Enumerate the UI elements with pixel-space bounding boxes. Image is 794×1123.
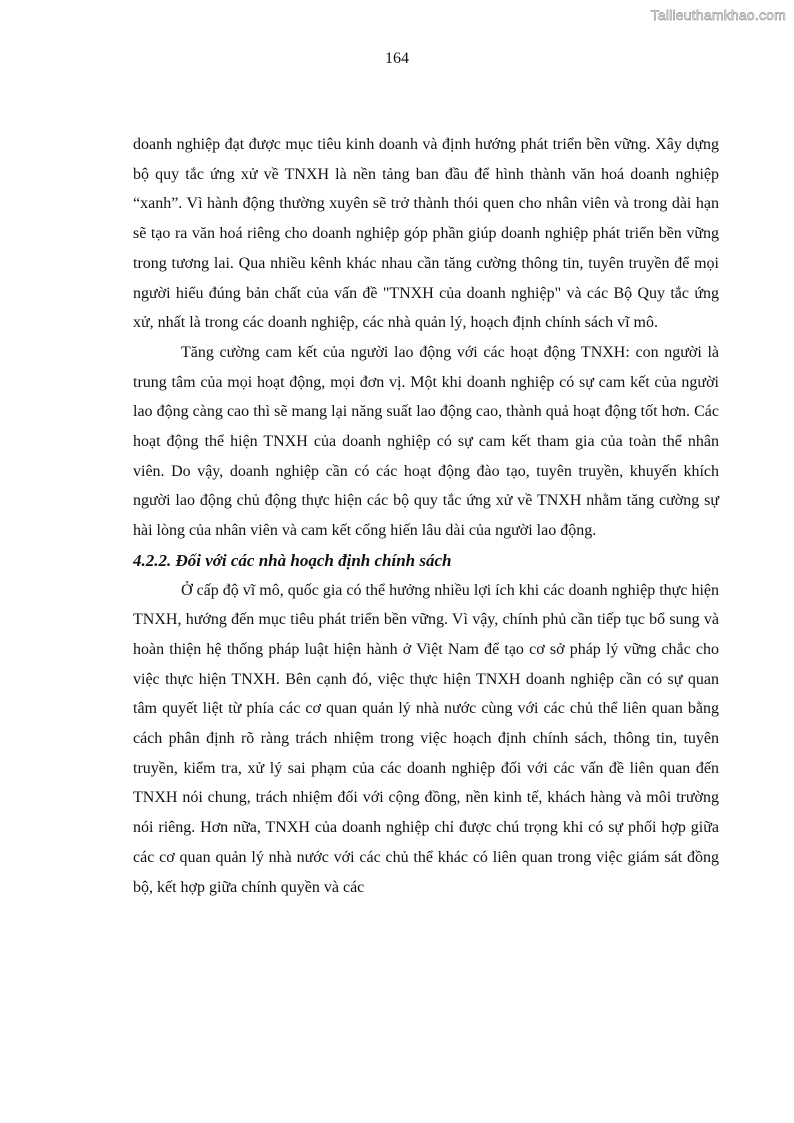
document-body bbox=[133, 130, 719, 902]
section-heading: 4.2.2. Đối với các nhà hoạch định chính sách bbox=[133, 550, 452, 570]
watermark: Tailieuthamkhao.com bbox=[650, 7, 786, 23]
paragraph-1: doanh nghiệp đạt được mục tiêu kinh doanh và định hướng phát triển bền vững. Xây dựng bộ quy tắc ứng xử về TNXH là nền tảng ban đầu để hình thành văn hoá doanh nghiệp “xanh”. Vì hành động thường xuyên sẽ trở thành thói quen cho nhân viên và trong dài hạn sẽ tạo ra văn hoá riêng cho doanh nghiệp góp phần giúp doanh nghiệp phát triển bền vững trong tương lai. Qua nhiều kênh khác nhau cần tăng cường thông tin, tuyên truyền để mọi người hiểu đúng bản chất của vấn đề "TNXH của doanh nghiệp" và các Bộ Quy tắc ứng xử, nhất là trong các doanh nghiệp, các nhà quản lý, hoạch định chính sách vĩ mô. bbox=[133, 136, 719, 332]
page-number: 164 bbox=[385, 50, 409, 67]
paragraph-3: Ở cấp độ vĩ mô, quốc gia có thể hưởng nhiều lợi ích khi các doanh nghiệp thực hiện TNXH, hướng đến mục tiêu phát triển bền vững. Vì vậy, chính phủ cần tiếp tục bổ sung và hoàn thiện hệ thống pháp luật hiện hành ở Việt Nam để tạo cơ sở pháp lý vững chắc cho việc thực hiện TNXH. Bên cạnh đó, việc thực hiện TNXH doanh nghiệp cần có sự quan tâm quyết liệt từ phía các cơ quan quản lý nhà nước cùng với các chủ thể liên quan bằng cách phân định rõ ràng trách nhiệm trong việc hoạch định chính sách, thông tin, tuyên truyền, kiểm tra, xử lý sai phạm của các doanh nghiệp đối với các vấn đề liên quan đến TNXH nói chung, trách nhiệm đối với cộng đồng, nền kinh tế, khách hàng và môi trường nói riêng. Hơn nữa, TNXH của doanh nghiệp chỉ được chú trọng khi có sự phối hợp giữa các cơ quan quản lý nhà nước với các chủ thể khác có liên quan trong việc giám sát đồng bộ, kết hợp giữa chính quyền và các bbox=[133, 581, 719, 896]
paragraph-2: Tăng cường cam kết của người lao động với các hoạt động TNXH: con người là trung tâm của mọi hoạt động, mọi đơn vị. Một khi doanh nghiệp có sự cam kết của người lao động càng cao thì sẽ mang lại năng suất lao động cao, thành quả hoạt động tốt hơn. Các hoạt động thể hiện TNXH của doanh nghiệp có sự cam kết tham gia của toàn thể nhân viên. Do vậy, doanh nghiệp cần có các hoạt động đào tạo, tuyên truyền, khuyến khích người lao động chủ động thực hiện các bộ quy tắc ứng xử về TNXH nhằm tăng cường sự hài lòng của nhân viên và cam kết cống hiến lâu dài của người lao động. bbox=[133, 343, 719, 540]
